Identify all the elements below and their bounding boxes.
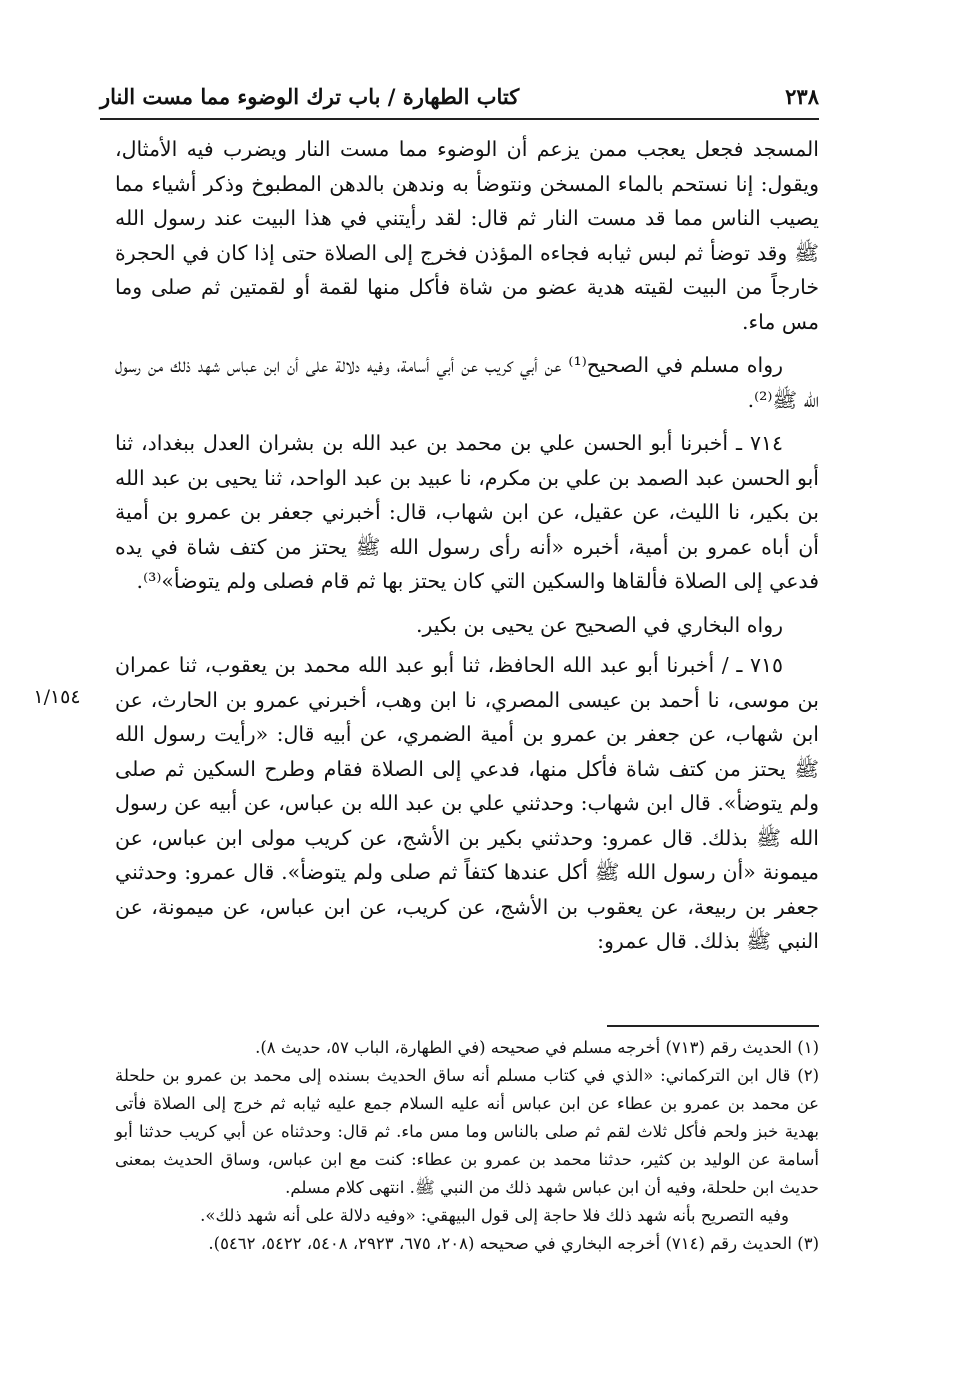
footnote-divider — [607, 1025, 819, 1027]
main-text — [115, 132, 819, 968]
paragraph-narration-muslim: رواه مسلم في الصحيح⁽¹⁾ عن أبي كريب عن أبي أسامة، وفيه دلالة على أن ابن عباس شهد ذلك من رسول الله ﷺ⁽²⁾. — [115, 353, 819, 412]
running-title: كتاب الطهارة / باب ترك الوضوء مما مست النار — [100, 84, 520, 109]
paragraph-narration-bukhari: رواه البخاري في الصحيح عن يحيى بن بكير. — [415, 612, 783, 637]
margin-manuscript-reference: ١/١٥٤ — [33, 686, 81, 708]
paragraph-continuation: المسجد فجعل يعجب ممن يزعم أن الوضوء مما مست النار ويضرب فيه الأمثال، ويقول: إنا نستحم بالماء المسخن ونتوضأ به وندهن بالدهن المطبوخ وذكر أشياء مما يصيب الناس مما قد مست النار ثم قال: لقد رأيتني في هذا البيت عند رسول الله ﷺ وقد توضأ ثم لبس ثيابه فجاءه المؤذن فخرج إلى الصلاة حتى إذا كان في الحجرة خارجاً من البيت لقيته هدية عضو من شاة فأكل منها لقمة أو لقمتين ثم صلى وما مس ماء. — [115, 137, 819, 334]
page-header — [100, 84, 819, 120]
paragraph-hadith-714: ٧١٤ ـ أخبرنا أبو الحسن علي بن محمد بن عبد الله بن بشران العدل ببغداد، ثنا أبو الحسن عبد الصمد بن علي بن مكرم، نا عبيد بن عبد الواحد، ثنا يحيى بن عبد الله بن بكير، نا الليث، عن عقيل، عن ابن شهاب، قال: أخبرني جعفر بن عمرو بن أمية أن أباه عمرو بن أمية، أخبره «أنه رأى رسول الله ﷺ يحتز من كتف شاة في يده فدعي إلى الصلاة فألقاها والسكين التي كان يحتز بها ثم قام فصلى ولم يتوضأ»⁽³⁾. — [115, 431, 819, 593]
page-number: ٢٣٨ — [785, 84, 819, 109]
footnote-2: (٢) قال ابن التركماني: «الذي في كتاب مسلم أنه ساق الحديث بسنده إلى محمد بن عمرو بن حلحلة عن محمد بن عمرو بن عطاء عن ابن عباس أنه عليه السلام جمع عليه ثيابه ثم خرج إلى الصلاة فأتى بهدية خبز ولحم فأكل ثلاث لقم ثم صلى بالناس وما مس ماء. ثم قال: وحدثناه عن أبي كريب حدثنا أبو أسامة عن الوليد بن كثير، حدثنا محمد بن عمرو بن عطاء: كنت مع ابن عباس، وساق الحديث بمعنى حديث ابن حلحلة، وفيه أن ابن عباس شهد ذلك من النبي ﷺ. انتهى كلام مسلم. — [115, 1066, 819, 1197]
footnote-3: (٣) الحديث رقم (٧١٤) أخرجه البخاري في صحيحه (٢٠٨، ٦٧٥، ٢٩٢٣، ٥٤٠٨، ٥٤٢٢، ٥٤٦٢). — [208, 1234, 819, 1253]
footnotes — [115, 1034, 819, 1258]
paragraph-hadith-715: ٧١٥ ـ / أخبرنا أبو عبد الله الحافظ، ثنا أبو عبد الله محمد بن يعقوب، ثنا عمران بن موسى، نا أحمد بن عيسى المصري، نا ابن وهب، أخبرني عمرو بن الحارث، عن ابن شهاب، عن جعفر بن عمرو بن أمية الضمري، عن أبيه قال: «رأيت رسول الله ﷺ يحتز من كتف شاة فأكل منها، فدعي إلى الصلاة فقام وطرح السكين ثم صلى ولم يتوضأ». قال ابن شهاب: وحدثني علي بن عبد الله بن عباس، عن أبيه عن رسول الله ﷺ بذلك. قال عمرو: وحدثني بكير بن الأشج، عن كريب مولى ابن عباس، عن ميمونة «أن رسول الله ﷺ أكل عندها كتفاً ثم صلى ولم يتوضأ». قال عمرو: وحدثني جعفر بن ربيعة، عن يعقوب بن الأشج، عن كريب، عن ابن عباس، عن ميمونة، عن النبي ﷺ بذلك. قال عمرو: — [115, 653, 819, 953]
footnote-1: (١) الحديث رقم (٧١٣) أخرجه مسلم في صحيحه (في الطهارة، الباب ٥٧، حديث ٨). — [255, 1038, 819, 1057]
footnote-2-continuation: وفيه التصريح بأنه شهد ذلك فلا حاجة إلى قول البيهقي: «وفيه دلالة على أنه شهد ذلك». — [200, 1206, 789, 1225]
